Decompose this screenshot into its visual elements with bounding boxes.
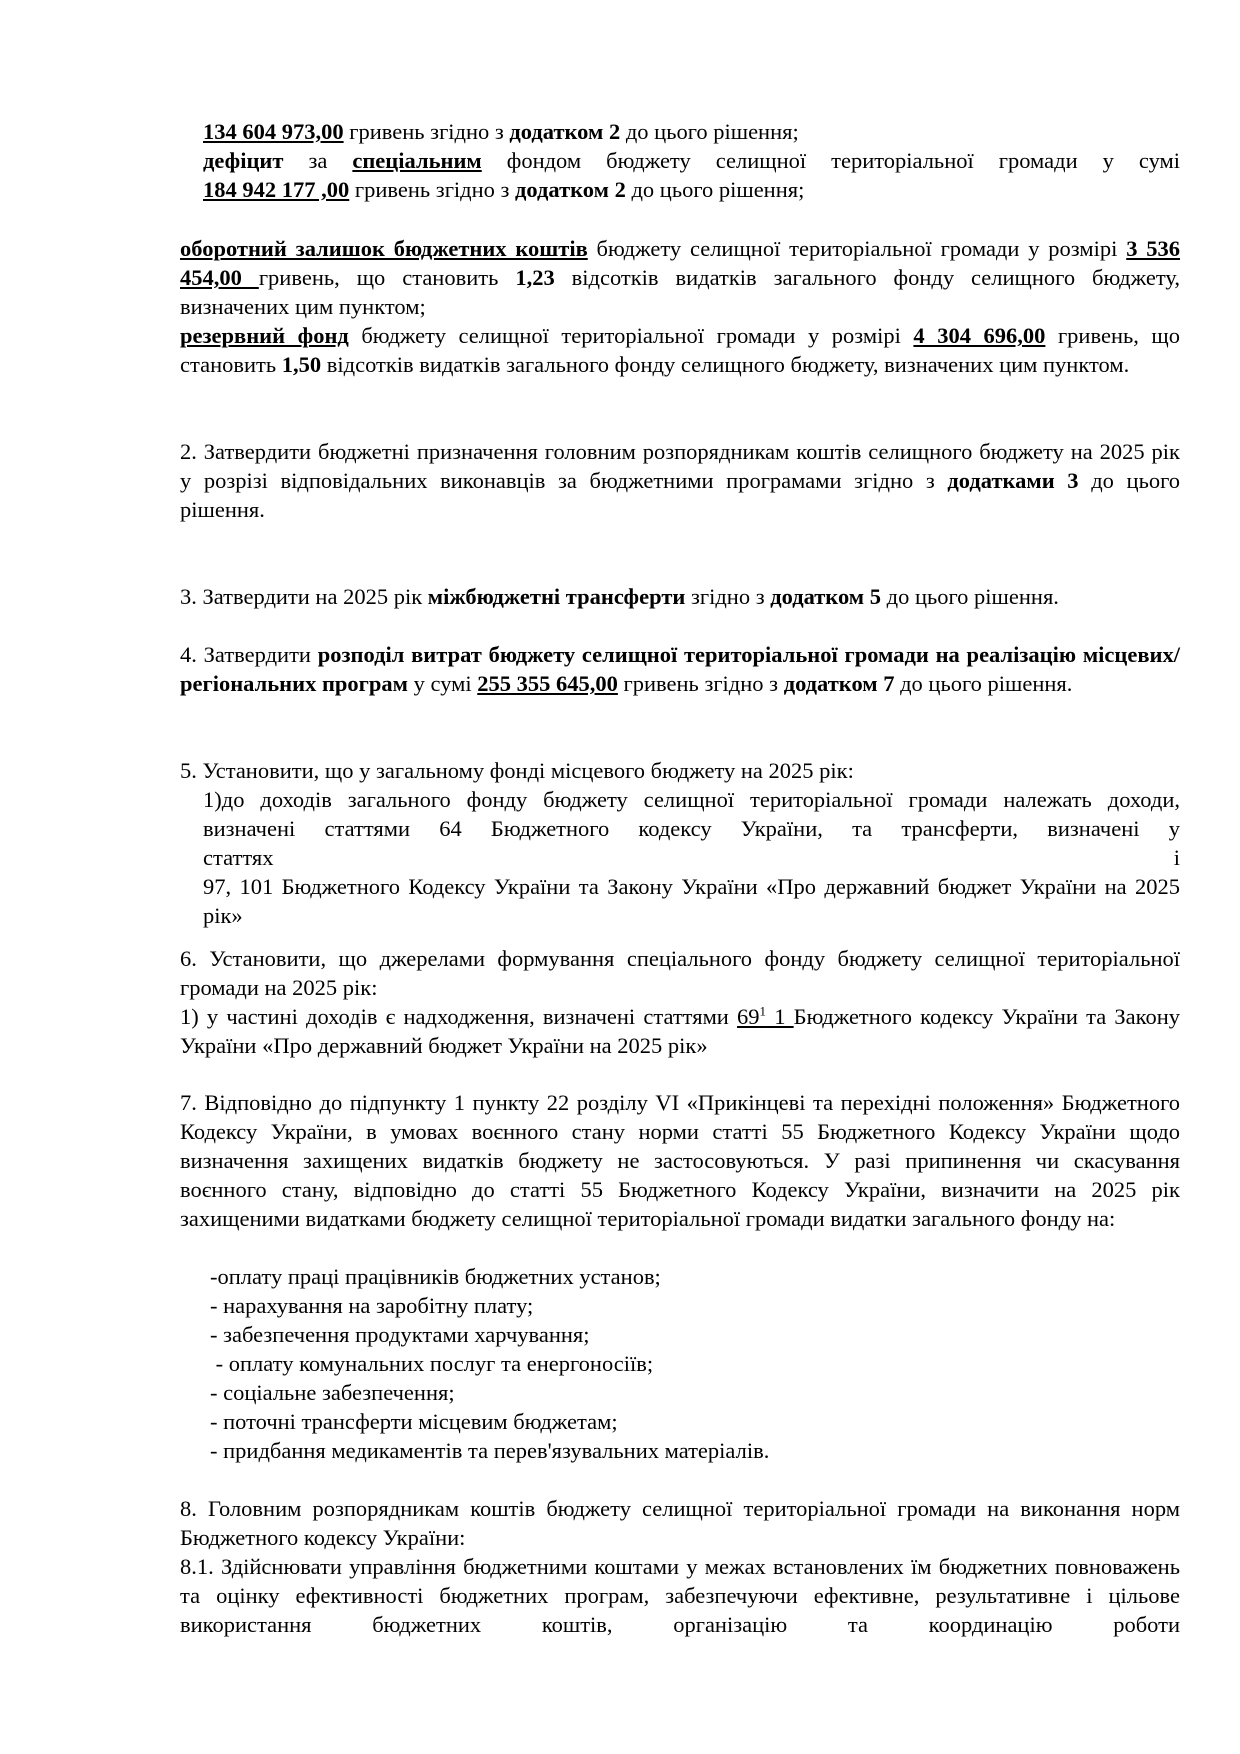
amount-special: 184 942 177 ,00 <box>203 177 350 202</box>
item-6-heading: 6. Установити, що джерелами формування спеціального фонду бюджету селищної територіальної громади на 2025 рік: <box>180 946 1180 1000</box>
protected-expenses-list <box>210 1262 769 1465</box>
item-7-paragraph: 7. Відповідно до підпункту 1 пункту 22 розділу VI «Прикінцеві та перехідні положення» Бюджетного Кодексу України, в умовах воєнного стану норми статті 55 Бюджетного Кодексу України щодо визначення захищених видатків бюджету не застосовуються. У разі припинення чи скасування воєнного стану, відповідно до статті 55 Бюджетного Кодексу України, визначити на 2025 рік захищеними видатками бюджету селищної територіальної громади видатки загального фонду на: <box>180 1090 1180 1231</box>
list-item: - соціальне забезпечення; <box>210 1380 455 1405</box>
list-item: -оплату праці працівників бюджетних установ; <box>210 1264 661 1289</box>
list-item: - поточні трансферти місцевим бюджетам; <box>210 1409 618 1434</box>
item-8-heading: 8. Головним розпорядникам коштів бюджету селищної територіальної громади на виконання норм Бюджетного кодексу України: <box>180 1496 1180 1550</box>
list-item: - оплату комунальних послуг та енергоносіїв; <box>210 1351 654 1376</box>
item-5-heading: 5. Установити, що у загальному фонді місцевого бюджету на 2025 рік: <box>180 758 854 783</box>
item-5-line-1: 1)до доходів загального фонду бюджету селищної територіальної громади належать доходи, визначені статтями 64 Бюджетного кодексу України, та трансферти, визначені у <box>203 787 1180 841</box>
list-item: - придбання медикаментів та перев'язувальних матеріалів. <box>210 1438 770 1463</box>
deficit-line: дефіцит за спеціальним фондом бюджету селищної територіальної громади у сумі <box>203 148 1181 173</box>
item-3-paragraph: 3. Затвердити на 2025 рік міжбюджетні трансферти згідно з додатком 5 до цього рішення. <box>180 584 1059 609</box>
item-5-line-2: статтях і <box>203 845 1180 870</box>
amount-line-general: 134 604 973,00 гривень згідно з додатком 2 до цього рішення; <box>203 119 799 144</box>
list-item: - забезпечення продуктами харчування; <box>210 1322 590 1347</box>
reserve-fund-paragraph: резервний фонд бюджету селищної територіальної громади у розмірі 4 304 696,00 гривень, що становить 1,50 відсотків видатків загального фонду селищного бюджету, визначених цим пунктом. <box>180 323 1181 377</box>
amount-general: 134 604 973,00 <box>203 119 344 144</box>
amount-line-special: 184 942 177 ,00 гривень згідно з додатком 2 до цього рішення; <box>203 177 805 202</box>
item-4-paragraph: 4. Затвердити розподіл витрат бюджету селищної територіальної громади на реалізацію місцевих/регіональних програм у сумі 255 355 645,00 гривень згідно з додатком 7 до цього рішення. <box>180 642 1180 696</box>
list-item: - нарахування на заробітну плату; <box>210 1293 534 1318</box>
working-balance-paragraph: оборотний залишок бюджетних коштів бюджету селищної територіальної громади у розмірі 3 536 454,00 гривень, що становить 1,23 відсотків видатків загального фонду селищного бюджету, визначених цим пунктом; <box>180 236 1180 319</box>
item-6-line: 1) у частині доходів є надходження, визначені статтями $69^1$ 1 Бюджетного кодексу України та Закону України «Про державний бюджет України на 2025 рік» <box>180 1003 1180 1058</box>
item-2-paragraph: 2. Затвердити бюджетні призначення головним розпорядникам коштів селищного бюджету на 2025 рік у розрізі відповідальних виконавців за бюджетними програмами згідно з додатками 3 до цього рішення. <box>180 439 1180 522</box>
item-5-line-3: 97, 101 Бюджетного Кодексу України та Закону України «Про державний бюджет України на 2025 рік» <box>203 874 1180 928</box>
item-8-1-paragraph: 8.1. Здійснювати управління бюджетними коштами у межах встановлених їм бюджетних повноважень та оцінку ефективності бюджетних програм, забезпечуючи ефективне, результативне і цільове використання бюджетних коштів, організацію та координацію роботи <box>180 1554 1180 1637</box>
